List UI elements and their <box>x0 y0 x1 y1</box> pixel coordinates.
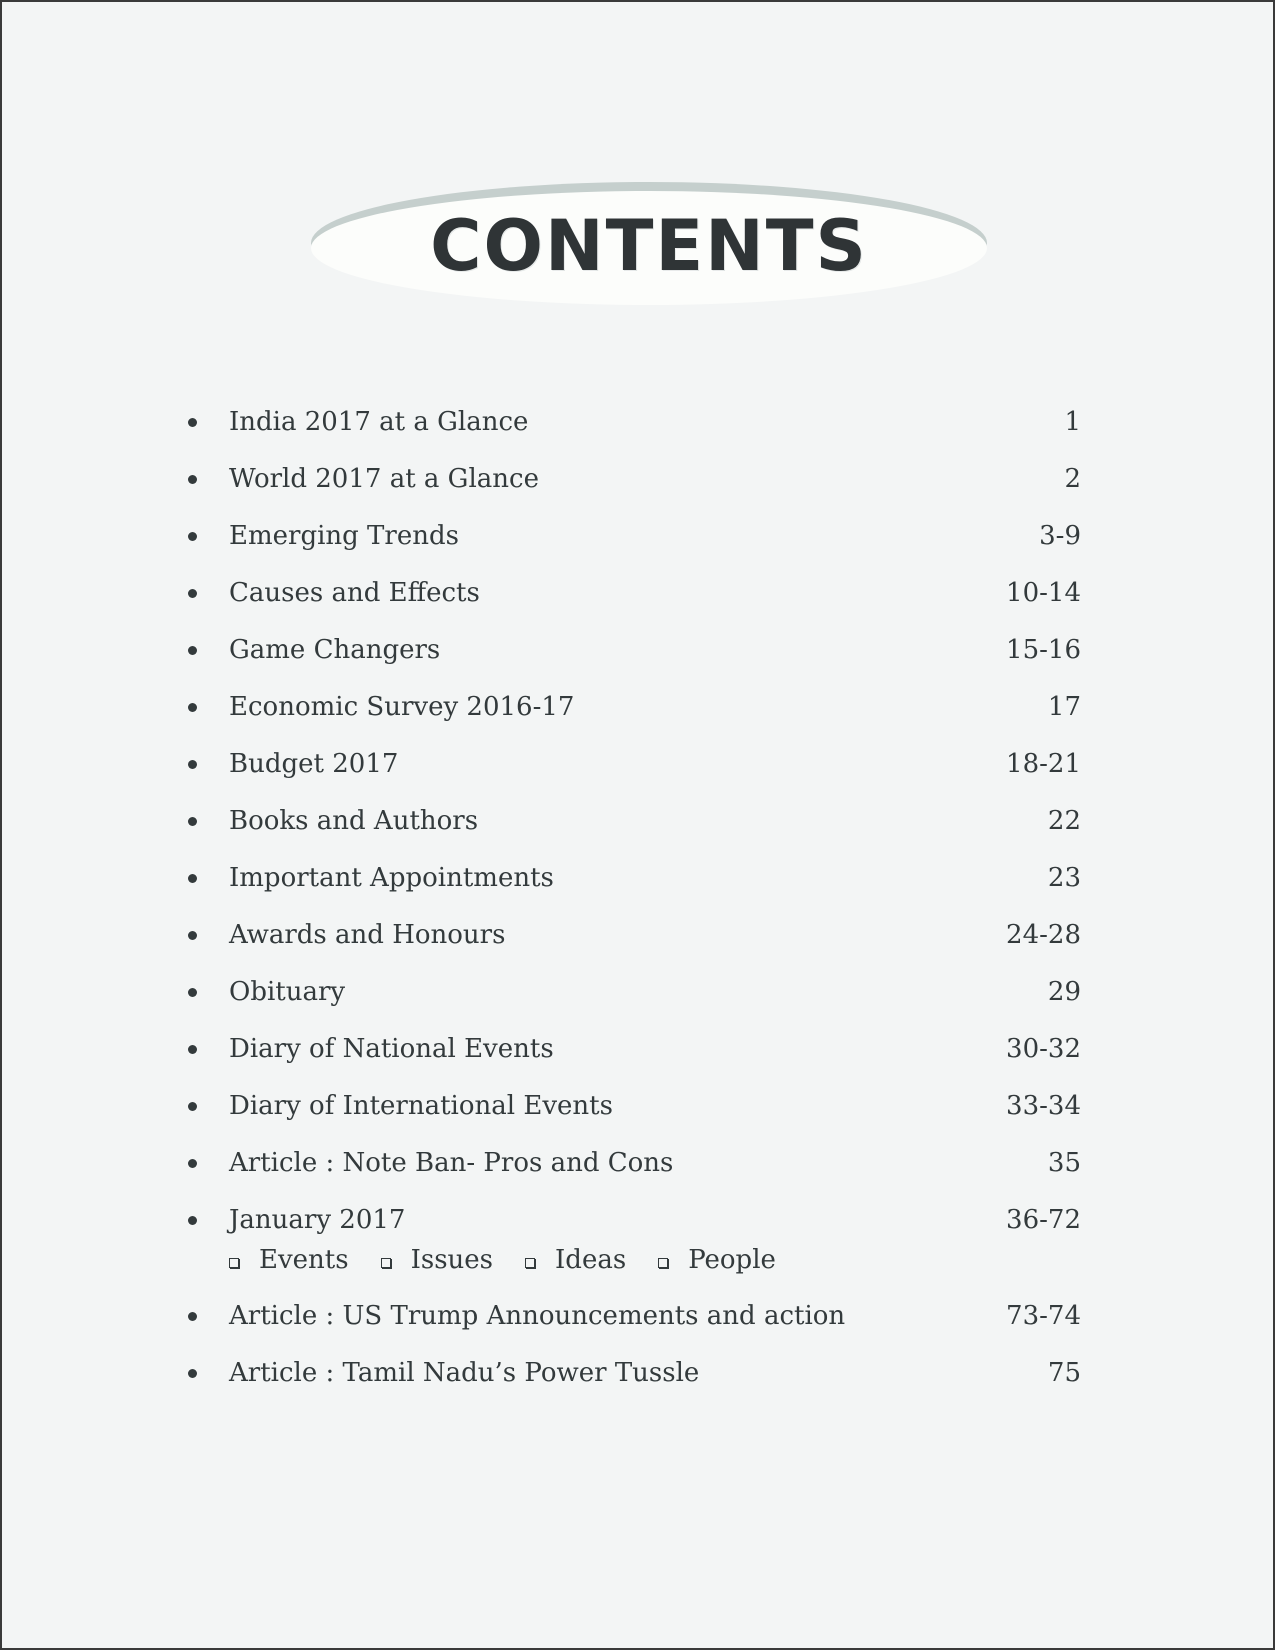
toc-entry[interactable] <box>188 451 1081 508</box>
toc-entry[interactable] <box>188 394 1081 451</box>
toc-entry-pages: 75 <box>1047 1358 1081 1388</box>
toc-entry-pages: 17 <box>1047 692 1081 722</box>
toc-entry-title: Causes and Effects <box>229 578 480 608</box>
toc-entry[interactable] <box>188 1192 1081 1288</box>
toc-entry[interactable] <box>188 508 1081 565</box>
toc-entry[interactable] <box>188 679 1081 736</box>
toc-entry-title: India 2017 at a Glance <box>229 407 529 437</box>
toc-entry-title: Article : US Trump Announcements and action <box>229 1301 846 1331</box>
toc-entry[interactable] <box>188 1288 1081 1345</box>
toc-subitem[interactable] <box>658 1232 776 1289</box>
toc-entry[interactable] <box>188 1021 1081 1078</box>
toc-entry-title: Books and Authors <box>229 806 479 836</box>
toc-entry[interactable] <box>188 850 1081 907</box>
toc-entry-pages: 15-16 <box>1006 635 1081 665</box>
bullet-icon <box>188 532 197 541</box>
toc-entry[interactable] <box>188 1135 1081 1192</box>
toc-entry[interactable] <box>188 1078 1081 1135</box>
bullet-icon <box>188 1216 197 1225</box>
toc-entry-title: Diary of National Events <box>229 1034 554 1064</box>
toc-entry-title: Diary of International Events <box>229 1091 613 1121</box>
toc-subitem-label: Issues <box>410 1245 494 1275</box>
toc-subitems <box>229 1232 808 1289</box>
square-bullet-icon <box>381 1258 391 1268</box>
bullet-icon <box>188 874 197 883</box>
toc-entry-title: Awards and Honours <box>229 920 506 950</box>
toc-entry-pages: 30-32 <box>1006 1034 1081 1064</box>
toc-entry-title: Obituary <box>229 977 346 1007</box>
page-title: CONTENTS <box>430 205 868 287</box>
toc-subitem-label: Events <box>259 1245 349 1275</box>
toc-entry[interactable] <box>188 907 1081 964</box>
bullet-icon <box>188 988 197 997</box>
toc-subitem[interactable] <box>229 1232 349 1289</box>
bullet-icon <box>188 475 197 484</box>
toc-entry[interactable] <box>188 622 1081 679</box>
toc-entry-title: Game Changers <box>229 635 441 665</box>
toc-entry-pages: 23 <box>1047 863 1081 893</box>
toc-entry[interactable] <box>188 793 1081 850</box>
toc-entry-title: Important Appointments <box>229 863 554 893</box>
square-bullet-icon <box>229 1258 239 1268</box>
toc-entry-title: Budget 2017 <box>229 749 399 779</box>
toc-entry-title: January 2017 <box>229 1205 406 1235</box>
square-bullet-icon <box>525 1258 535 1268</box>
bullet-icon <box>188 1102 197 1111</box>
bullet-icon <box>188 1312 197 1321</box>
bullet-icon <box>188 1369 197 1378</box>
toc-entry-pages: 3-9 <box>1039 521 1081 551</box>
toc-entry[interactable] <box>188 964 1081 1021</box>
toc-entry-pages: 1 <box>1064 407 1081 437</box>
bullet-icon <box>188 760 197 769</box>
bullet-icon <box>188 931 197 940</box>
bullet-icon <box>188 589 197 598</box>
toc-entry-pages: 24-28 <box>1006 920 1081 950</box>
square-bullet-icon <box>658 1258 668 1268</box>
toc-entry-pages: 22 <box>1047 806 1081 836</box>
toc-entry-pages: 29 <box>1047 977 1081 1007</box>
table-of-contents <box>188 394 1081 1402</box>
toc-subitem-label: People <box>688 1245 776 1275</box>
toc-entry-pages: 73-74 <box>1006 1301 1081 1331</box>
toc-subitem-label: Ideas <box>555 1245 627 1275</box>
toc-subitem[interactable] <box>525 1232 626 1289</box>
toc-entry-title: Article : Tamil Nadu’s Power Tussle <box>229 1358 700 1388</box>
bullet-icon <box>188 703 197 712</box>
toc-entry[interactable] <box>188 565 1081 622</box>
bullet-icon <box>188 418 197 427</box>
toc-subitem[interactable] <box>381 1232 493 1289</box>
toc-entry-title: Economic Survey 2016-17 <box>229 692 575 722</box>
toc-entry-pages: 33-34 <box>1006 1091 1081 1121</box>
toc-entry[interactable] <box>188 1345 1081 1402</box>
bullet-icon <box>188 1159 197 1168</box>
toc-entry-pages: 10-14 <box>1006 578 1081 608</box>
title-banner <box>309 180 989 306</box>
toc-entry-title: World 2017 at a Glance <box>229 464 539 494</box>
toc-entry-title: Emerging Trends <box>229 521 459 551</box>
toc-entry-pages: 18-21 <box>1006 749 1081 779</box>
bullet-icon <box>188 1045 197 1054</box>
toc-entry-pages: 36-72 <box>1006 1205 1081 1235</box>
toc-entry-pages: 2 <box>1064 464 1081 494</box>
toc-entry-title: Article : Note Ban- Pros and Cons <box>229 1148 674 1178</box>
toc-entry[interactable] <box>188 736 1081 793</box>
bullet-icon <box>188 646 197 655</box>
toc-entry-pages: 35 <box>1047 1148 1081 1178</box>
bullet-icon <box>188 817 197 826</box>
